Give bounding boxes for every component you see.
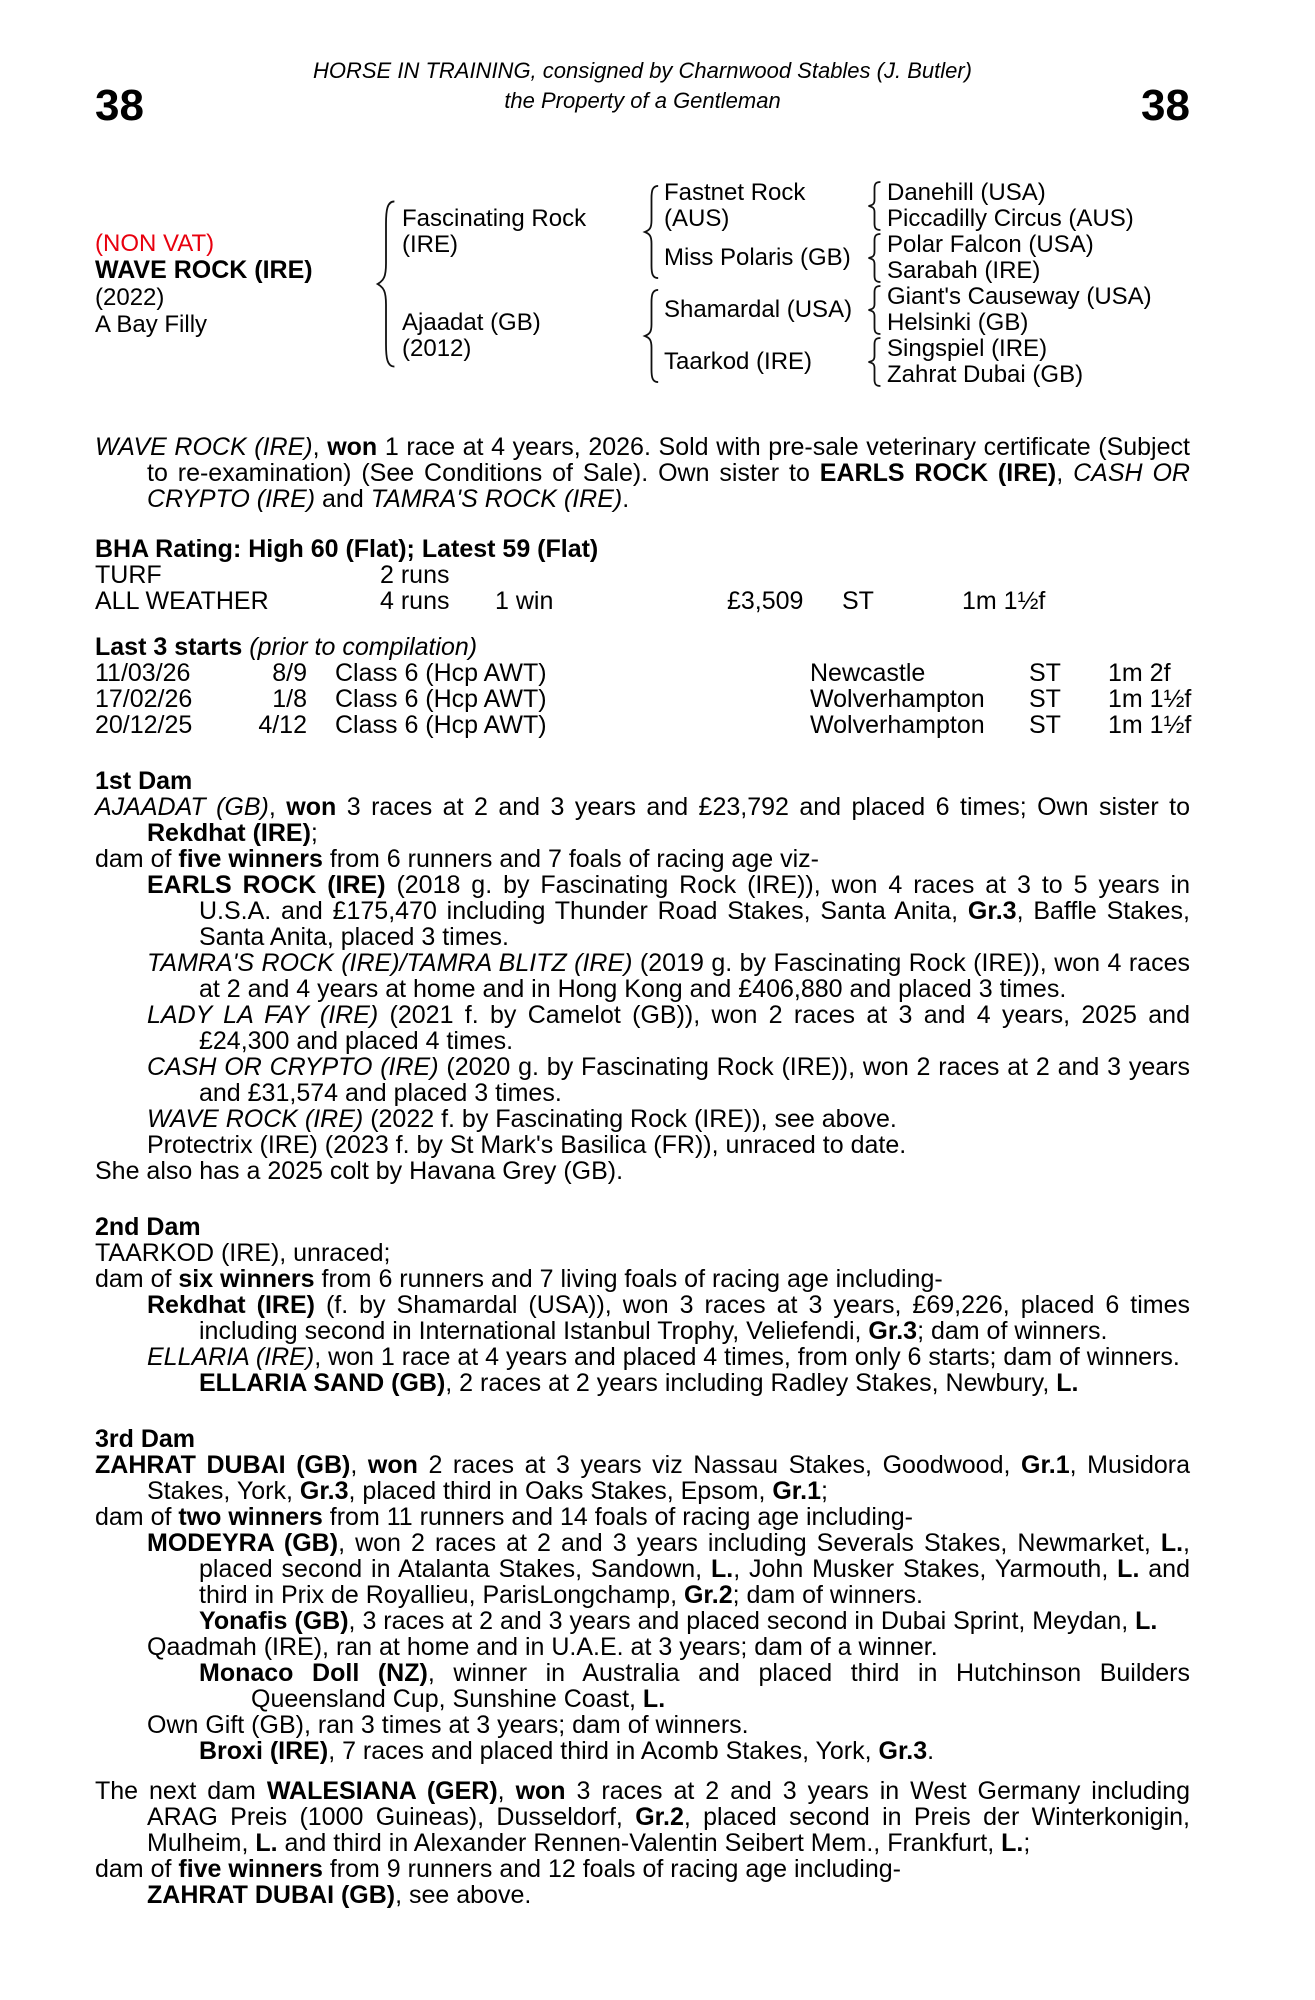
distance-cell — [962, 562, 1190, 588]
grandparent-name — [664, 180, 861, 232]
page-header — [95, 0, 1190, 130]
course-cell: Wolverhampton — [810, 711, 985, 739]
next-dam-paragraph: The next dam WALESIANA (GER), won 3 races at 2 and 3 years in West Germany including ARAG Preis (1000 Guineas), Dusseldorf, Gr.2, placed second in Preis der Winterkonigin, Mulheim, L. and third in Alexander Rennen-Valentin Seibert Mem., Frankfurt, L.; — [95, 1777, 1190, 1857]
section-heading: 1st Dam — [95, 767, 193, 795]
dam-of-line: dam of five winners from 9 runners and 12 foals of racing age including- — [95, 1855, 901, 1883]
grandsire-group — [664, 284, 1152, 336]
offspring-entry: Monaco Doll (NZ), winner in Australia and placed third in Hutchinson Builders Queensland Cup, Sunshine Coast, L. — [199, 1659, 1191, 1713]
dam-name-line2: (2012) — [402, 335, 472, 362]
offspring-entry: ELLARIA SAND (GB), 2 races at 2 years including Radley Stakes, Newbury, L. — [199, 1369, 1079, 1397]
grandparent-name-line1: Shamardal (USA) — [664, 296, 853, 323]
great-grandparent-name: Polar Falcon (USA) — [887, 231, 1094, 258]
consignor-line: HORSE IN TRAINING, consigned by Charnwood Stables (J. Butler) — [312, 58, 973, 83]
offspring-entry: WAVE ROCK (IRE) (2022 f. by Fascinating Rock (IRE)), see above. — [147, 1105, 897, 1133]
grandparent-brace-column — [861, 181, 887, 231]
table-row — [95, 686, 1190, 712]
offspring-entry: Rekdhat (IRE) (f. by Shamardal (USA)), won 3 races at 3 years, £69,226, placed 6 times including second in International Istanbul Trophy, Veliefendi, Gr.3; dam of winners. — [147, 1291, 1190, 1345]
wins-cell — [495, 562, 727, 588]
table-row — [95, 712, 1190, 738]
offspring-entry: TAMRA'S ROCK (IRE)/TAMRA BLITZ (IRE) (2019 g. by Fascinating Rock (IRE)), won 4 races at 2 and 4 years at home and in Hong Kong and £406,880 and placed 3 times. — [147, 949, 1190, 1003]
first-dam-section — [95, 768, 1190, 1184]
great-grandparent-name: Piccadilly Circus (AUS) — [887, 205, 1134, 232]
curly-brace-icon — [642, 288, 661, 384]
great-grandparent-name: Singspiel (IRE) — [887, 335, 1048, 362]
distance-cell: 1m 2f — [1108, 659, 1171, 687]
offspring-entry: ZAHRAT DUBAI (GB), see above. — [147, 1881, 532, 1909]
great-grandparent-name: Zahrat Dubai (GB) — [887, 361, 1084, 388]
grandparent-name — [664, 297, 861, 323]
offspring-entry: Own Gift (GB), ran 3 times at 3 years; dam of winners. — [147, 1711, 749, 1739]
dam-group — [402, 284, 1152, 388]
code-cell — [842, 562, 962, 588]
date-cell: 11/03/26 — [95, 659, 191, 687]
last-3-starts-note: (prior to compilation) — [242, 633, 478, 661]
grandparent-name-line2: (AUS) — [664, 205, 730, 232]
curly-brace-icon — [374, 198, 398, 370]
grandparent-name — [664, 245, 861, 271]
curly-brace-icon — [866, 233, 883, 283]
dam-brace-column — [638, 288, 664, 384]
section-heading: 3rd Dam — [95, 1425, 196, 1453]
wins-cell: 1 win — [495, 587, 554, 615]
bha-rating-line: BHA Rating: High 60 (Flat); Latest 59 (Flat) — [95, 535, 599, 563]
curly-brace-icon — [866, 181, 883, 231]
sire-brace-column — [638, 184, 664, 280]
dam-name — [402, 310, 638, 362]
sire-group — [402, 180, 1152, 284]
dam-intro-paragraph: TAARKOD (IRE), unraced; — [95, 1239, 391, 1267]
sire-name-line1: Fascinating Rock — [402, 205, 587, 232]
offspring-entry: Protectrix (IRE) (2023 f. by St Mark's Basilica (FR)), unraced to date. — [147, 1131, 907, 1159]
race-class-cell: Class 6 (Hcp AWT) — [335, 711, 547, 739]
grandparent-name-line1: Miss Polaris (GB) — [664, 244, 851, 271]
pedigree-subject — [95, 230, 370, 338]
great-grandparents — [887, 232, 1094, 284]
second-dam-section — [95, 1214, 1190, 1396]
offspring-entry: Qaadmah (IRE), ran at home and in U.A.E. at 3 years; dam of a winner. — [147, 1633, 938, 1661]
code-cell: ST — [842, 587, 874, 615]
lot-number-left: 38 — [95, 81, 144, 130]
foaling-year: (2022) — [95, 284, 165, 311]
race-class-cell: Class 6 (Hcp AWT) — [335, 685, 547, 713]
dam-of-line: dam of six winners from 6 runners and 7 living foals of racing age including- — [95, 1265, 943, 1293]
last-3-starts-heading — [95, 634, 1190, 660]
granddam-group — [664, 336, 1152, 388]
date-cell: 17/02/26 — [95, 685, 193, 713]
offspring-entry: CASH OR CRYPTO (IRE) (2020 g. by Fascinating Rock (IRE)), won 2 races at 2 and 3 years and £31,574 and placed 3 times. — [147, 1053, 1191, 1107]
table-row — [95, 562, 1190, 588]
granddam-group — [664, 232, 1134, 284]
code-cell: ST — [1029, 659, 1061, 687]
lot-number-right: 38 — [1141, 81, 1190, 130]
sire-name-line2: (IRE) — [402, 231, 458, 258]
dam-of-line: dam of five winners from 6 runners and 7 foals of racing age viz- — [95, 845, 819, 873]
great-grandparents — [887, 336, 1083, 388]
grandparent-brace-column — [861, 233, 887, 283]
offspring-entry: Broxi (IRE), 7 races and placed third in Acomb Stakes, York, Gr.3. — [199, 1737, 935, 1765]
sire-grandparents — [664, 180, 1134, 284]
great-grandparents — [887, 180, 1134, 232]
pedigree-parents — [402, 180, 1152, 388]
curly-brace-icon — [642, 184, 661, 280]
dam-name-line1: Ajaadat (GB) — [402, 309, 541, 336]
great-grandparent-name: Giant's Causeway (USA) — [887, 283, 1152, 310]
great-grandparent-name: Helsinki (GB) — [887, 309, 1029, 336]
table-row — [95, 660, 1190, 686]
position-cell: 8/9 — [272, 659, 307, 687]
grandparent-name-line1: Taarkod (IRE) — [664, 348, 813, 375]
date-cell: 20/12/25 — [95, 711, 193, 739]
great-grandparent-name: Danehill (USA) — [887, 179, 1046, 206]
race-record-paragraph: WAVE ROCK (IRE), won 1 race at 4 years, 2026. Sold with pre-sale veterinary certificate (Subject to re-examination) (See Conditions of Sale). Own sister to EARLS ROCK (IRE), CASH OR CRYPTO (IRE) and TAMRA'S ROCK (IRE). — [95, 433, 1190, 513]
runs-cell: 4 runs — [380, 587, 450, 615]
runs-cell: 2 runs — [380, 561, 450, 589]
table-row — [95, 588, 1190, 614]
race-class-cell: Class 6 (Hcp AWT) — [335, 659, 547, 687]
grandparent-brace-column — [861, 337, 887, 387]
last-3-starts-section — [95, 634, 1190, 738]
dam-of-line: dam of two winners from 11 runners and 14 foals of racing age including- — [95, 1503, 914, 1531]
horse-description: A Bay Filly — [95, 311, 208, 338]
grandparent-brace-column — [861, 285, 887, 335]
offspring-entry: LADY LA FAY (IRE) (2021 f. by Camelot (GB)), won 2 races at 3 and 4 years, 2025 and £24,300 and placed 4 times. — [147, 1001, 1190, 1055]
course-cell: Newcastle — [810, 659, 926, 687]
offspring-entry: Yonafis (GB), 3 races at 2 and 3 years and placed second in Dubai Sprint, Meydan, L. — [199, 1607, 1158, 1635]
grandsire-group — [664, 180, 1134, 232]
code-cell: ST — [1029, 711, 1061, 739]
next-dam-section — [95, 1778, 1190, 1908]
grandparent-name-line1: Fastnet Rock — [664, 179, 806, 206]
curly-brace-icon — [866, 285, 883, 335]
great-grandparent-name: Sarabah (IRE) — [887, 257, 1041, 284]
dam-intro-paragraph: ZAHRAT DUBAI (GB), won 2 races at 3 years viz Nassau Stakes, Goodwood, Gr.1, Musidora Stakes, York, Gr.3, placed third in Oaks Stakes, Epsom, Gr.1; — [95, 1451, 1191, 1505]
position-cell: 4/12 — [258, 711, 307, 739]
surface-cell: ALL WEATHER — [95, 587, 269, 615]
third-dam-section — [95, 1426, 1190, 1764]
non-vat-label: (NON VAT) — [95, 230, 215, 257]
curly-brace-icon — [866, 337, 883, 387]
section-heading: 2nd Dam — [95, 1213, 201, 1241]
offspring-entry: ELLARIA (IRE), won 1 race at 4 years and placed 4 times, from only 6 starts; dam of winners. — [147, 1343, 1180, 1371]
grandparent-name — [664, 349, 861, 375]
dam-grandparents — [664, 284, 1152, 388]
subject-brace-column — [370, 198, 402, 370]
offspring-entry: EARLS ROCK (IRE) (2018 g. by Fascinating Rock (IRE)), won 4 races at 3 to 5 years in U.S.A. and £175,470 including Thunder Road Stakes, Santa Anita, Gr.3, Baffle Stakes, Santa Anita, placed 3 times. — [147, 871, 1190, 951]
offspring-entry: MODEYRA (GB), won 2 races at 2 and 3 years including Severals Stakes, Newmarket, L., placed second in Atalanta Stakes, Sandown, L., John Musker Stakes, Yarmouth, L. and third in Prix de Royallieu, ParisLongchamp, Gr.2; dam of winners. — [147, 1529, 1190, 1609]
great-grandparents — [887, 284, 1152, 336]
dam-note-line: She also has a 2025 colt by Havana Grey (GB). — [95, 1157, 624, 1185]
position-cell: 1/8 — [272, 685, 307, 713]
pedigree-table — [95, 180, 1190, 388]
dam-intro-paragraph: AJAADAT (GB), won 3 races at 2 and 3 years and £23,792 and placed 6 times; Own sister to Rekdhat (IRE); — [95, 793, 1190, 847]
property-line: the Property of a Gentleman — [504, 88, 781, 113]
distance-cell: 1m 1½f — [1108, 711, 1192, 739]
surface-stats-table — [95, 562, 1190, 614]
course-cell: Wolverhampton — [810, 685, 985, 713]
distance-cell: 1m 1½f — [1108, 685, 1192, 713]
distance-cell: 1m 1½f — [962, 587, 1046, 615]
last-3-starts-title: Last 3 starts — [95, 633, 243, 661]
earnings-cell — [727, 562, 842, 588]
horse-name: WAVE ROCK (IRE) — [95, 256, 313, 284]
earnings-cell: £3,509 — [727, 587, 804, 615]
surface-cell: TURF — [95, 561, 162, 589]
sire-name — [402, 206, 638, 258]
code-cell: ST — [1029, 685, 1061, 713]
